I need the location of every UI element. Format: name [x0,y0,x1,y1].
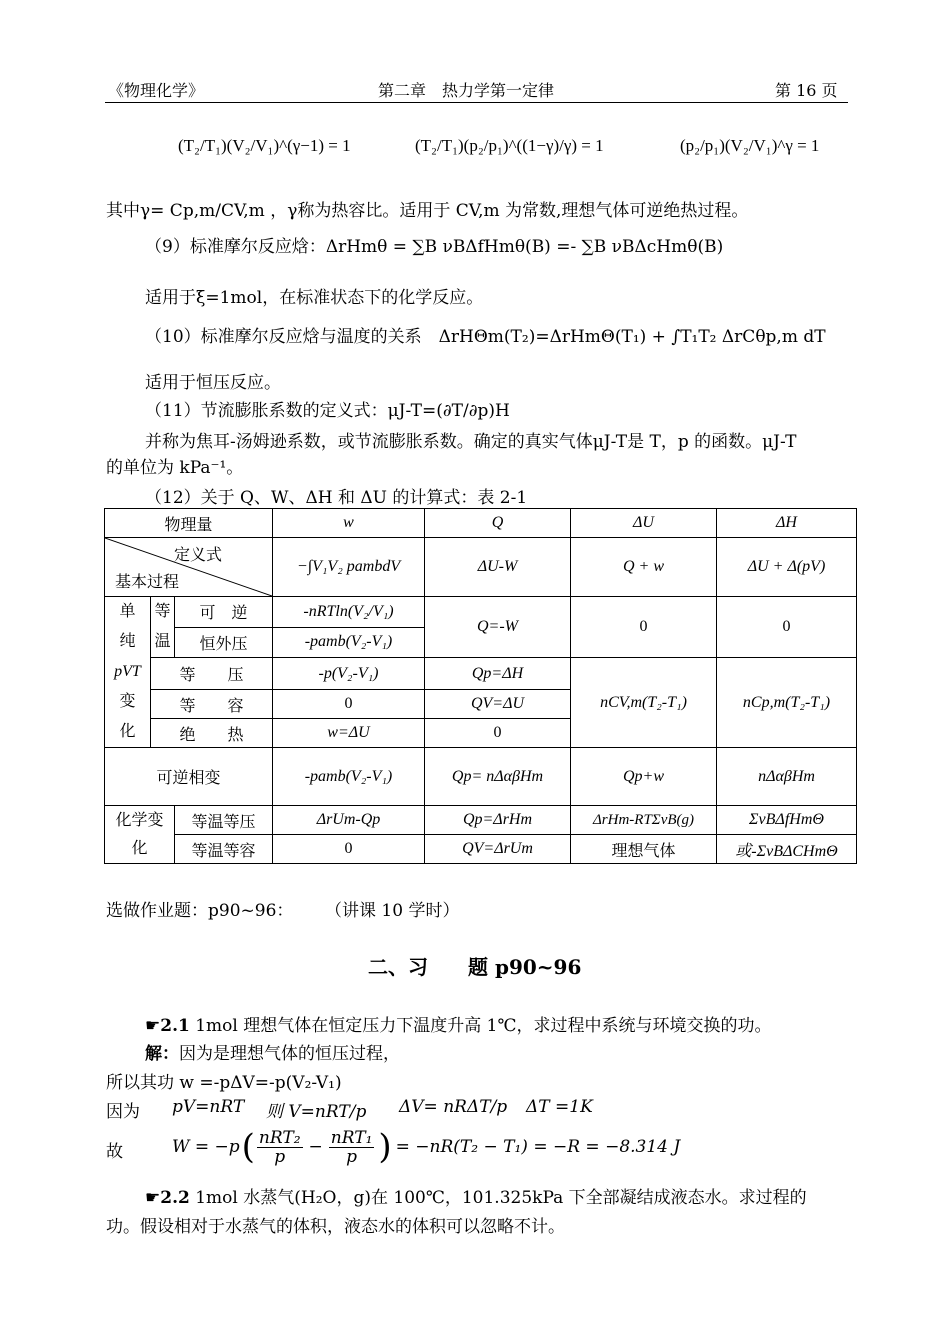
item-11-desc: 并称为焦耳-汤姆逊系数，或节流膨胀系数。确定的真实气体μJ-T是 T，p 的函数。μJ-T [145,432,797,452]
chem-tv-q: QV=ΔrUm [425,835,571,864]
chem-tp-du: ΔrHm-RTΣνB(g) [571,806,717,835]
phase-du: Qp+w [571,748,717,806]
row-phase-change-label: 可逆相变 [105,748,273,806]
iso-char: 等 [154,603,171,620]
problem-text: 1mol 理想气体在恒定压力下温度升高 1℃，求过程中系统与环境交换的功。 [195,1016,772,1036]
iso-char: 温 [154,633,171,650]
fraction-1 [257,1129,303,1166]
iso-dh: 0 [717,597,857,658]
phase-w: -pamb(V₂-V₁) [273,748,425,806]
item-11-unit: 的单位为 kPa⁻¹。 [106,458,244,478]
header-left: 《物理化学》 [108,81,205,100]
chem-tv-label: 等温等容 [175,835,273,864]
group-char: 单 [119,603,136,620]
group-char: pVT [114,663,141,680]
frac1-num: nRT₂ [258,1127,301,1148]
pvt-dh: nCp,m(T₂-T₁) [717,658,857,748]
th-quantity: 物理量 [105,509,273,538]
problem-number: 2.1 [160,1016,190,1036]
item-12-title: （12）关于 Q、W、ΔH 和 ΔU 的计算式：表 2-1 [145,488,528,508]
phase-q: Qp= nΔαβHm [425,748,571,806]
chem-label-line: 化 [131,839,148,857]
ideal-gas-law: pV=nRT [172,1097,245,1117]
frac2-num: nRT₁ [330,1127,373,1148]
isobaric-q: Qp=ΔH [425,658,571,690]
chem-tp-q: Qp=ΔrHm [425,806,571,835]
work-lhs: W = −p [172,1137,240,1157]
isobaric-w: -p(V₂-V₁) [273,658,425,690]
row-reversible-label: 可 逆 [175,597,273,628]
solution-text: 因为是理想气体的恒压过程， [179,1044,400,1064]
because-label: 因为 [106,1102,140,1122]
delta-t-expr: ΔT =1K [526,1097,593,1117]
chem-tv-dh: 或-ΣνBΔCHmΘ [717,835,857,864]
isochoric-q: QV=ΔU [425,690,571,719]
header-center: 第二章 热力学第一定律 [378,81,555,100]
chem-label-line: 化学变 [115,811,164,829]
group-char: 变 [119,693,136,710]
item-10-applicability: 适用于恒压反应。 [145,373,281,393]
problem-number: 2.2 [160,1188,190,1208]
problem-2-2 [145,1183,807,1208]
frac2-den: p [346,1146,358,1167]
hand-pointer-icon: ☛ [145,1188,161,1208]
formula-tp: (T₂/T₁)(p₂/p₁)^((1−γ)/γ) = 1 [415,136,604,155]
problem-2-2-cont: 功。假设相对于水蒸气的体积，液态水的体积可以忽略不计。 [106,1217,565,1237]
chem-tp-label: 等温等压 [175,806,273,835]
left-paren: ( [241,1127,255,1167]
group-pvt-label [105,597,151,748]
section-title: 二、习 题 p90~96 [368,955,582,979]
delta-v-expr: ΔV= nRΔT/p [399,1097,508,1117]
solution-line-1: 所以其功 w =-pΔV=-p(V₂-V₁) [106,1073,342,1093]
work-result: = −nR(T₂ − T₁) = −R = −8.314 J [395,1137,681,1157]
homework-note: （讲课 10 学时） [325,901,460,921]
ext-w: -pamb(V₂-V₁) [273,627,425,658]
table-2-1 [104,508,857,864]
pvt-du: nCV,m(T₂-T₁) [571,658,717,748]
minus-sign: − [308,1137,323,1157]
solution-line-2 [106,1097,593,1122]
problem-text: 1mol 水蒸气(H₂O，g)在 100℃，101.325kPa 下全部凝结成液态水。求过程的 [195,1188,807,1208]
def-w: −∫V₁V₂ pambdV [273,538,425,597]
solution-intro [145,1039,400,1064]
fraction-2 [329,1129,375,1166]
header-right: 第 16 页 [775,81,838,100]
chem-tp-w: ΔrUm-Qp [273,806,425,835]
iso-q: Q=-W [425,597,571,658]
adiabatic-w: w=ΔU [273,719,425,748]
formula-tv: (T₂/T₁)(V₂/V₁)^(γ−1) = 1 [178,136,351,155]
gamma-definition: 其中γ= Cp,m/CV,m ，γ称为热容比。适用于 CV,m 为常数,理想气体可逆绝热过程。 [106,201,749,221]
header-rule [105,102,848,103]
row-isochoric-label: 等 容 [151,690,273,719]
isothermal-label [151,597,175,658]
frac1-den: p [274,1146,286,1167]
adiabatic-q: 0 [425,719,571,748]
diag-header-cell [105,538,273,597]
hand-pointer-icon: ☛ [145,1016,161,1036]
problem-2-1 [145,1011,771,1036]
item-9-std-reaction-enthalpy: （9）标准摩尔反应焓：ΔrHmθ = ∑B νBΔfHmθ(B) =- ∑B νBΔcHmθ(B) [145,237,724,257]
homework-label: 选做作业题：p90~96： [106,901,294,921]
iso-du: 0 [571,597,717,658]
item-9-applicability: 适用于ξ=1mol，在标准状态下的化学反应。 [145,288,484,308]
def-u: Q + w [571,538,717,597]
phase-dh: nΔαβHm [717,748,857,806]
diag-bottom-label: 基本过程 [115,574,180,591]
group-char: 纯 [119,633,136,650]
volume-expr: 则 V=nRT/p [266,1102,367,1122]
th-w: w [273,509,425,538]
right-paren: ) [378,1127,392,1167]
chem-tv-w: 0 [273,835,425,864]
rev-w: -nRTln(V₂/V₁) [273,597,425,628]
th-q: Q [425,509,571,538]
solution-label: 解： [145,1044,179,1064]
row-isobaric-label: 等 压 [151,658,273,690]
chem-tv-du: 理想气体 [571,835,717,864]
row-ext-pressure-label: 恒外压 [175,627,273,658]
th-dh: ΔH [717,509,857,538]
row-adiabatic-label: 绝 热 [151,719,273,748]
item-10-kirchhoff: （10）标准摩尔反应焓与温度的关系 ΔrHΘm(T₂)=ΔrHmΘ(T₁) + ∫T₁T₂ ΔrCθp,m dT [145,327,826,347]
item-11-jt-coefficient: （11）节流膨胀系数的定义式：μJ-T=(∂T/∂p)H [145,401,510,421]
therefore-label: 故 [106,1142,123,1162]
diag-top-label: 定义式 [173,547,222,564]
work-equation [172,1124,680,1170]
group-char: 化 [119,723,136,740]
formula-pv: (p₂/p₁)(V₂/V₁)^γ = 1 [680,136,820,155]
isochoric-w: 0 [273,690,425,719]
row-chem-label [105,806,175,864]
def-h: ΔU + Δ(pV) [717,538,857,597]
def-q: ΔU-W [425,538,571,597]
chem-tp-dh: ΣνBΔfHmΘ [717,806,857,835]
th-du: ΔU [571,509,717,538]
